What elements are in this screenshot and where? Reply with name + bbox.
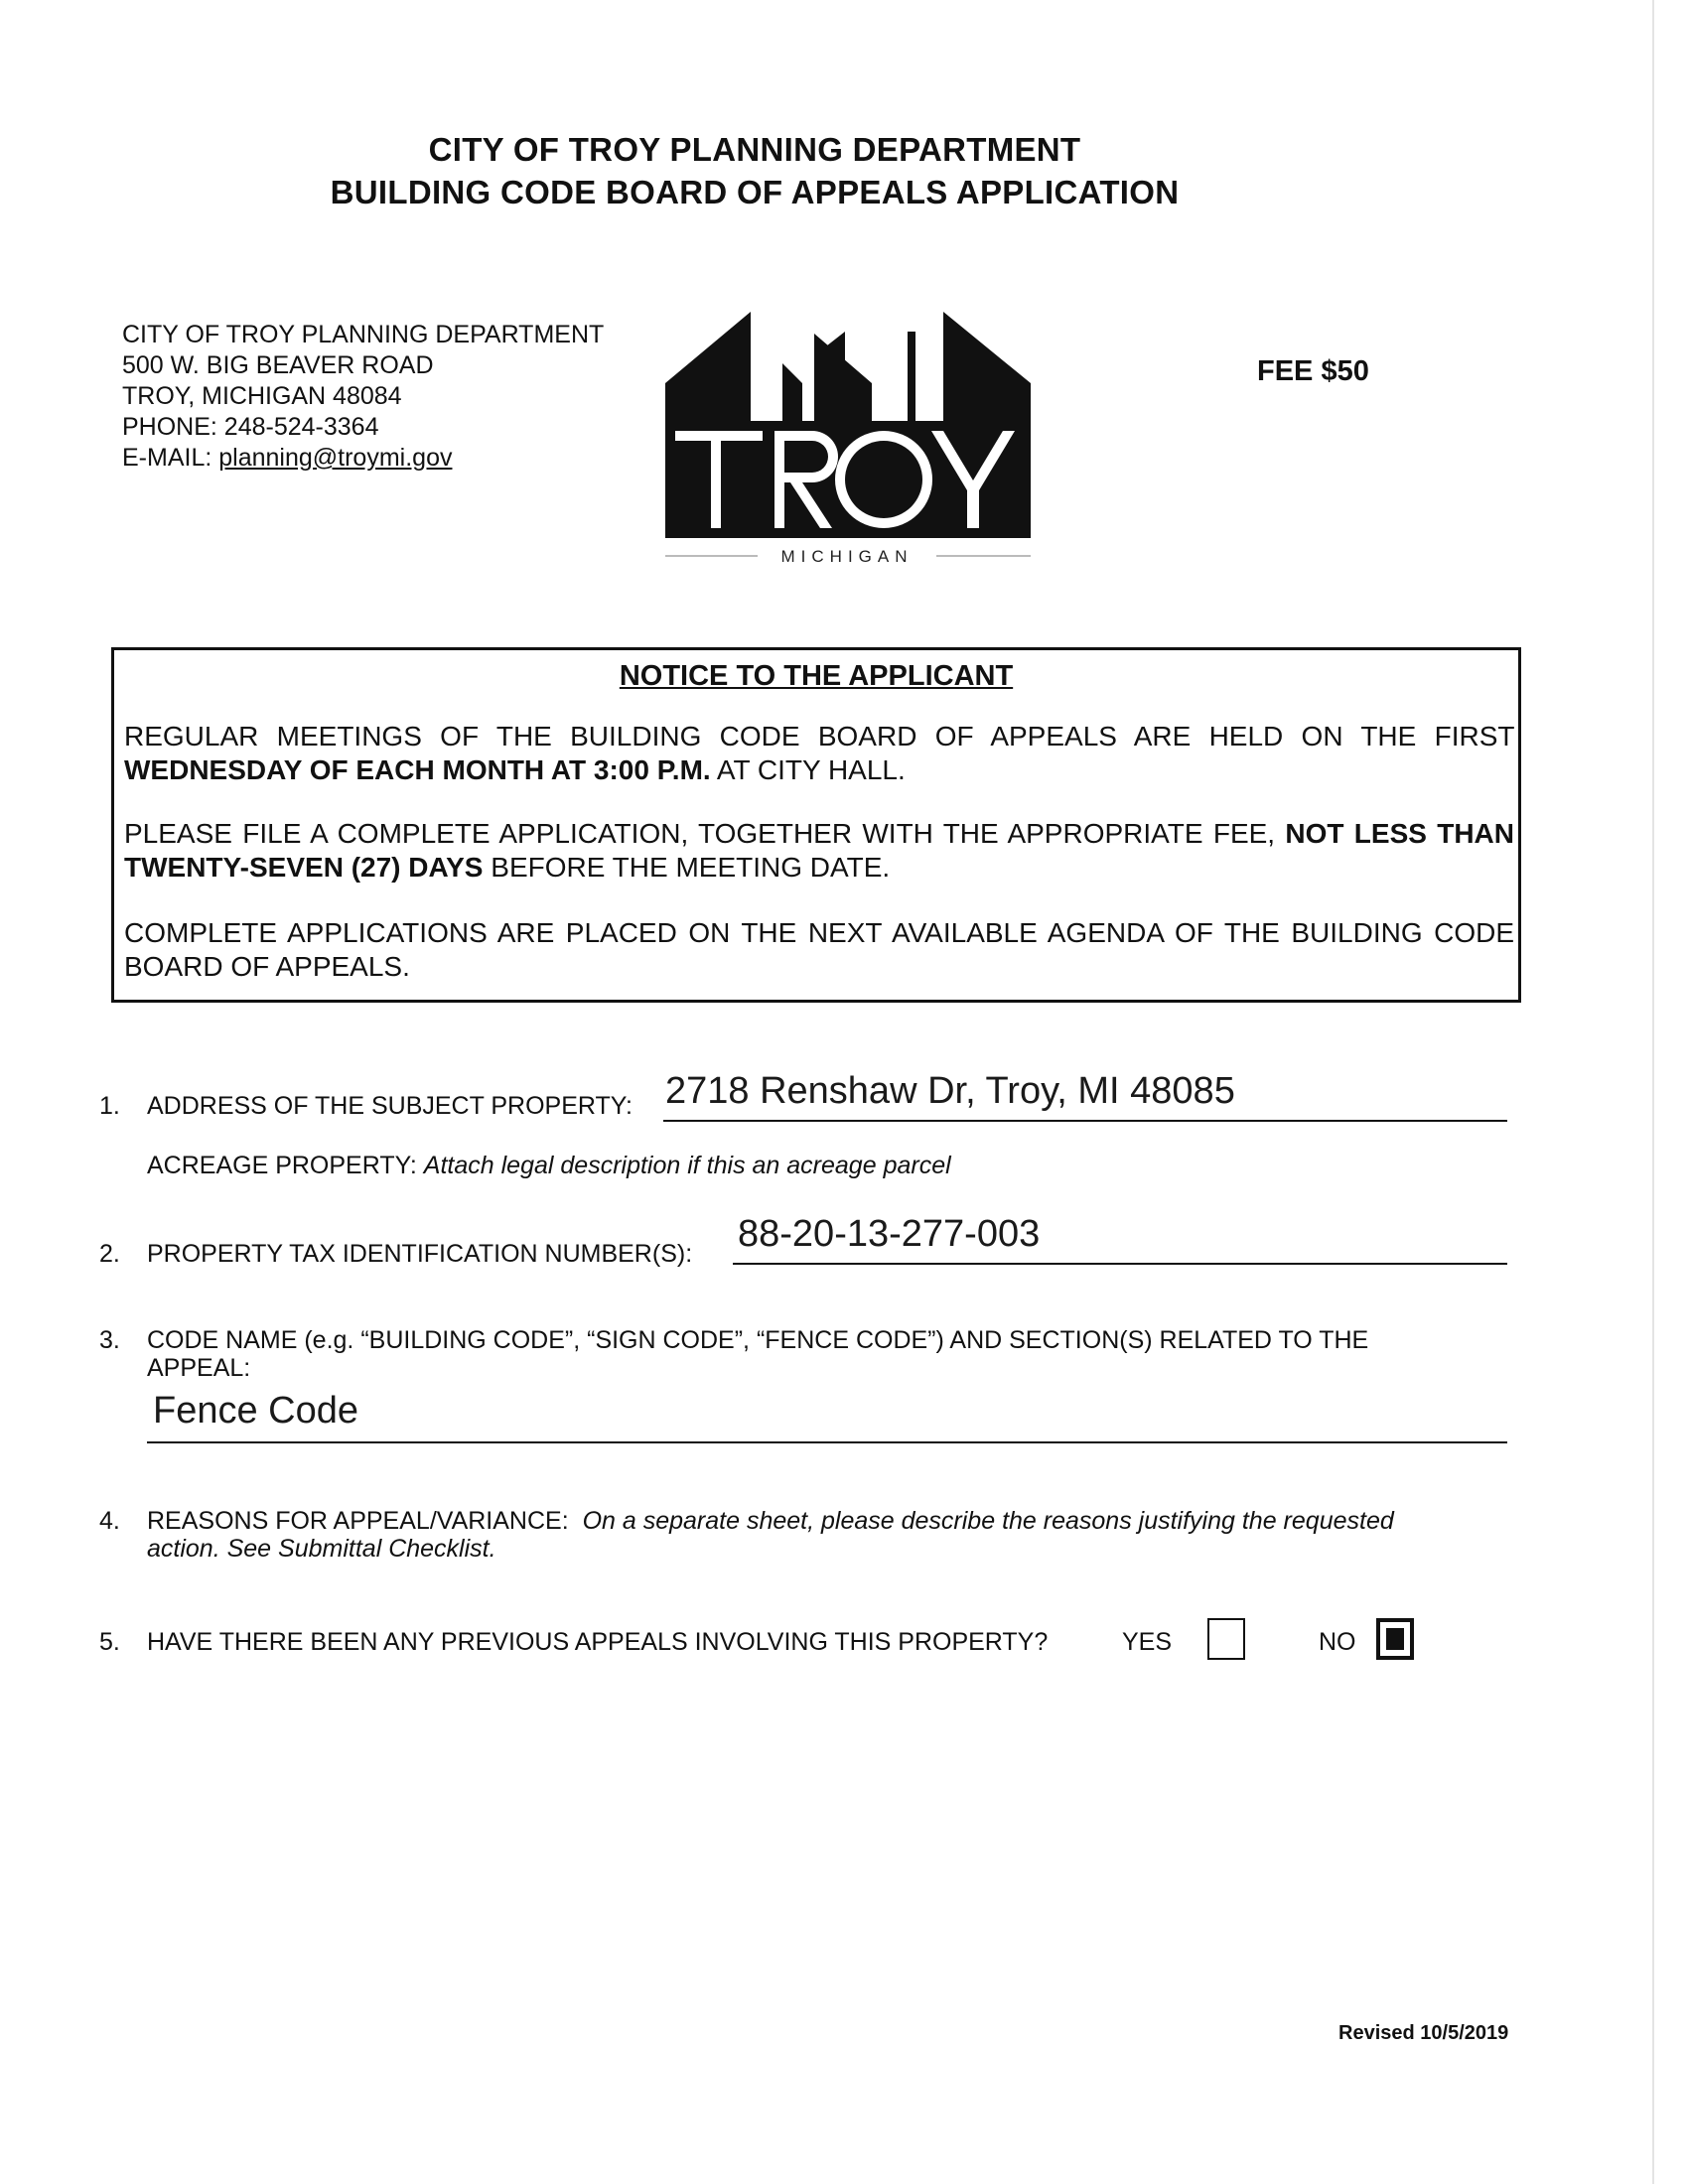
tax-id-field[interactable] — [733, 1213, 1507, 1265]
q3-number: 3. — [99, 1326, 120, 1354]
contact-dept: CITY OF TROY PLANNING DEPARTMENT — [122, 321, 605, 348]
address-field[interactable] — [663, 1070, 1507, 1122]
acreage-label: ACREAGE PROPERTY: — [147, 1152, 417, 1179]
contact-email-link[interactable]: planning@troymi.gov — [218, 444, 453, 472]
code-name-field[interactable] — [147, 1386, 1507, 1443]
contact-phone: PHONE: 248-524-3364 — [122, 413, 379, 441]
q2-number: 2. — [99, 1240, 120, 1268]
q4-note-line2: action. See Submittal Checklist. — [147, 1535, 496, 1563]
tax-id-value: 88-20-13-277-003 — [738, 1213, 1041, 1255]
q5-yes-checkbox[interactable] — [1207, 1618, 1245, 1660]
notice-p1-bold: WEDNESDAY OF EACH MONTH AT 3:00 P.M. — [124, 754, 711, 785]
q1-label: ADDRESS OF THE SUBJECT PROPERTY: — [147, 1092, 633, 1120]
contact-block — [122, 320, 604, 474]
notice-p2-end: BEFORE THE MEETING DATE. — [483, 852, 891, 883]
q4-note-line1: On a separate sheet, please describe the reasons justifying the requested — [582, 1507, 1394, 1535]
q5-no-checkbox[interactable] — [1376, 1618, 1414, 1660]
contact-street: 500 W. BIG BEAVER ROAD — [122, 351, 434, 379]
scan-edge-divider — [1652, 0, 1654, 2184]
acreage-row — [147, 1152, 951, 1180]
code-name-value: Fence Code — [153, 1390, 359, 1432]
notice-p1-text: REGULAR MEETINGS OF THE BUILDING CODE BOARD OF APPEALS ARE HELD ON THE FIRST — [124, 721, 1514, 751]
contact-city: TROY, MICHIGAN 48084 — [122, 382, 402, 410]
q5-no-check-fill — [1386, 1628, 1404, 1650]
acreage-note: Attach legal description if this an acreage parcel — [423, 1152, 951, 1179]
contact-email-label: E-MAIL: — [122, 444, 212, 472]
notice-p2-text: PLEASE FILE A COMPLETE APPLICATION, TOGETHER WITH THE APPROPRIATE FEE, — [124, 818, 1286, 849]
notice-p2-bold: NOT LESS THAN TWENTY-SEVEN (27) DAYS — [124, 818, 1514, 883]
q1-number: 1. — [99, 1092, 120, 1120]
contact-email-row — [122, 443, 604, 474]
q5-yes-label: YES — [1122, 1628, 1173, 1656]
troy-logo — [663, 310, 1031, 568]
q4-label: REASONS FOR APPEAL/VARIANCE: — [147, 1507, 569, 1535]
notice-box — [111, 647, 1521, 1003]
q4-number: 4. — [99, 1507, 120, 1535]
form-title-line1: CITY OF TROY PLANNING DEPARTMENT — [428, 131, 1081, 168]
address-value: 2718 Renshaw Dr, Troy, MI 48085 — [665, 1070, 1235, 1112]
q2-label: PROPERTY TAX IDENTIFICATION NUMBER(S): — [147, 1240, 693, 1268]
q4-row — [147, 1507, 1394, 1536]
q3-label-line1: CODE NAME (e.g. “BUILDING CODE”, “SIGN CODE”, “FENCE CODE”) AND SECTION(S) RELATED TO THE — [147, 1326, 1369, 1354]
fee-label: FEE $50 — [1257, 355, 1369, 387]
q5-label: HAVE THERE BEEN ANY PREVIOUS APPEALS INVOLVING THIS PROPERTY? — [147, 1628, 1049, 1656]
notice-paragraph-3: COMPLETE APPLICATIONS ARE PLACED ON THE NEXT AVAILABLE AGENDA OF THE BUILDING CODE BOARD OF APPEALS. — [124, 917, 1514, 982]
q3-label-line2: APPEAL: — [147, 1354, 251, 1382]
notice-paragraph-2 — [124, 817, 1514, 885]
revised-date: Revised 10/5/2019 — [1338, 2022, 1509, 2044]
q5-number: 5. — [99, 1628, 120, 1656]
notice-paragraph-1 — [124, 720, 1514, 787]
notice-title: NOTICE TO THE APPLICANT — [619, 660, 1014, 692]
form-title-line2: BUILDING CODE BOARD OF APPEALS APPLICATION — [330, 174, 1180, 210]
notice-p1-end: AT CITY HALL. — [710, 754, 906, 785]
q5-no-label: NO — [1319, 1628, 1356, 1656]
troy-logo-subtext: MICHIGAN — [780, 547, 914, 566]
